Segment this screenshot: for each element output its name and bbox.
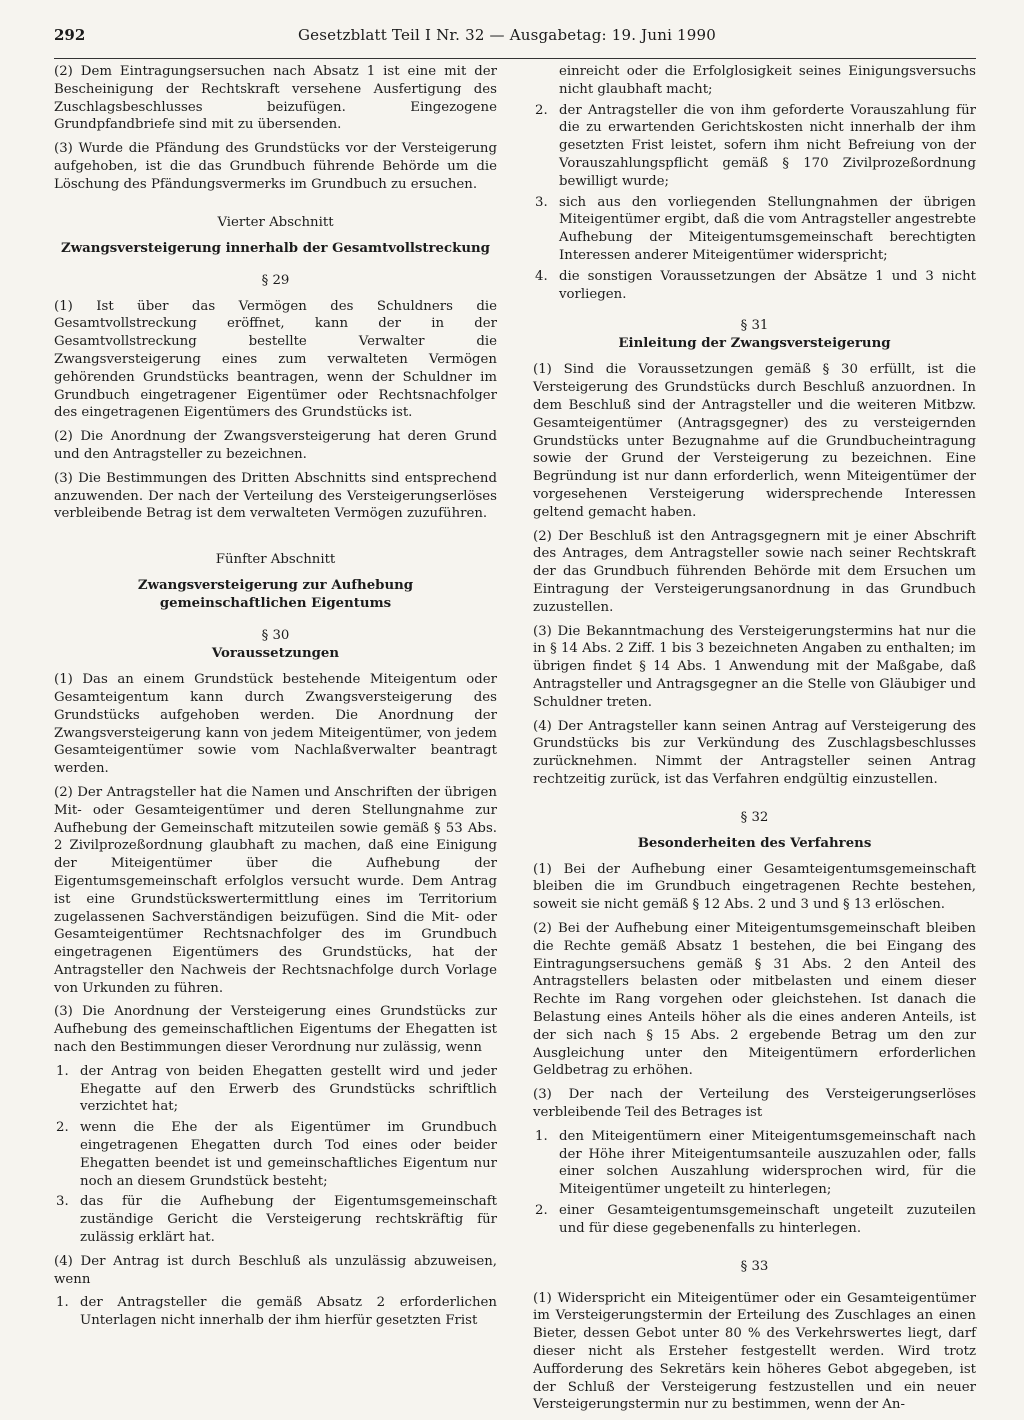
list-item: [533, 194, 976, 265]
paragraph-heading: § 30: [261, 628, 290, 644]
paragraph: (1) Das an einem Grundstück bestehende Miteigentum oder Gesamteigentum kann durch Zwangsversteigerung des Grundstücks aufgehoben werden. Die Anordnung der Zwangsversteigerung kann von jedem Miteigentümer, von jedem Gesamteigentümer sowie vom Nachlaßverwalter beantragt werden.: [54, 672, 497, 777]
list-number: 2.: [535, 1203, 548, 1219]
list-number: 2.: [56, 1120, 69, 1136]
section-title: Zwangsversteigerung zur Aufhebung: [137, 578, 414, 594]
list-text: einer Gesamteigentumsgemeinschaft ungeteilt zuzuteilen und für diese gegebenenfalls zu hinterlegen.: [559, 1203, 976, 1236]
paragraph-title: Voraussetzungen: [211, 646, 340, 662]
left-column: [54, 63, 497, 1420]
paragraph-heading: § 33: [740, 1258, 769, 1274]
paragraph-title: Besonderheiten des Verfahrens: [637, 835, 872, 851]
paragraph: (3) Die Anordnung der Versteigerung eines Grundstücks zur Aufhebung des gemeinschaftlichen Eigentums der Ehegatten ist nach den Bestimmungen dieser Verordnung nur zulässig, wenn: [54, 1004, 497, 1056]
paragraph: (2) Dem Eintragungsersuchen nach Absatz 1 ist eine mit der Bescheinigung der Rechtskraft versehene Ausfertigung des Zuschlagsbeschlusses beizufügen. Eingezogene Grundpfandbriefe sind mit zu übersenden.: [54, 64, 497, 133]
paragraph: (2) Der Beschluß ist den Antragsgegnern mit je einer Abschrift des Antrages, dem Antragsteller sowie nach seiner Rechtskraft der das Grundbuch führenden Behörde mit dem Ersuchen um Eintragung der Versteigerungsanordnung in das Grundbuch zuzustellen.: [533, 528, 976, 615]
section-title: gemeinschaftlichen Eigentums: [159, 596, 392, 612]
list-item: [54, 1294, 497, 1330]
paragraph: (1) Bei der Aufhebung einer Gesamteigentumsgemeinschaft bleiben die im Grundbuch eingetragenen Rechte bestehen, soweit sie nicht gemäß § 12 Abs. 2 und 3 und § 13 erlöschen.: [533, 861, 976, 913]
paragraph-heading: § 29: [261, 272, 290, 288]
list-number: 4.: [535, 268, 548, 284]
section-label: Vierter Abschnitt: [217, 214, 334, 230]
list-text: die sonstigen Voraussetzungen der Absätze 1 und 3 nicht vorliegen.: [559, 268, 976, 302]
paragraph: (2) Die Anordnung der Zwangsversteigerung hat deren Grund und den Antragsteller zu bezeichnen.: [54, 429, 497, 462]
paragraph: (1) Widerspricht ein Miteigentümer oder ein Gesamteigentümer im Versteigerungstermin der Erteilung des Zuschlages an einen Bieter, dessen Gebot unter 80 % des Verkehrswertes liegt, darf dieser nicht als Ersteher festgestellt werden. Wird trotz Aufforderung des Sekretärs kein höheres Gebot abgegeben, ist der Schluß der Versteigerung festzustellen und ein neuer Versteigerungstermin nur zu bestimmen, wenn der An-: [533, 1290, 976, 1413]
section-title: Zwangsversteigerung innerhalb der Gesamtvollstreckung: [61, 240, 490, 256]
numbered-list: [54, 1063, 497, 1247]
paragraph-title: Einleitung der Zwangsversteigerung: [618, 336, 891, 352]
list-text: den Miteigentümern einer Miteigentumsgemeinschaft nach der Höhe ihrer Miteigentumsanteile auszuzahlen oder, falls einer solchen Auszahlung widersprochen wird, für die Miteigentümer ungeteilt zu hinterlegen;: [559, 1128, 976, 1198]
list-number: 1.: [535, 1128, 548, 1144]
paragraph-heading: § 32: [740, 809, 769, 825]
list-text: der Antragsteller die von ihm geforderte Vorauszahlung für die zu erwartenden Gerichtskosten nicht innerhalb der ihm gesetzten Frist leistet, sofern ihm nicht Befreiung von der Vorauszahlungspflicht gemäß § 170 Zivilprozeßordnung bewilligt wurde;: [559, 102, 976, 189]
list-number: 3.: [56, 1194, 69, 1210]
page-number: 292: [54, 26, 86, 44]
list-item: [54, 1193, 497, 1246]
list-item: [54, 1119, 497, 1190]
paragraph: (1) Ist über das Vermögen des Schuldners die Gesamtvollstreckung eröffnet, kann der in der Gesamtvollstreckung bestellte Verwalter die Zwangsversteigerung eines zum verwalteten Vermögen gehörenden Grundstücks beantragen, wenn der Schuldner im Grundbuch eingetragener Eigentümer oder Rechtsnachfolger des eingetragenen Eigentümers des Grundstücks ist.: [54, 298, 497, 421]
paragraph: (2) Der Antragsteller hat die Namen und Anschriften der übrigen Mit- oder Gesamteigentümer und deren Stellungnahme zur Aufhebung der Gemeinschaft mitzuteilen sowie gemäß § 53 Abs. 2 Zivilprozeßordnung glaubhaft zu machen, daß eine Einigung der Miteigentümer über die Aufhebung der Eigentumsgemeinschaft erfolglos versucht wurde. Dem Antrag ist eine Grundstückswertermittlung eines im Territorium zugelassenen Sachverständigen beizufügen. Sind die Mit- oder Gesamteigentümer Rechtsnachfolger des im Grundbuch eingetragenen Eigentümers des Grundstücks, hat der Antragsteller den Nachweis der Rechtsnachfolge durch Vorlage von Urkunden zu führen.: [54, 784, 497, 996]
list-item: [533, 1128, 976, 1199]
section-label: Fünfter Abschnitt: [215, 552, 336, 568]
list-item-continued: [533, 63, 976, 99]
list-item: [533, 102, 976, 191]
list-number: 3.: [535, 194, 548, 210]
paragraph: (3) Die Bestimmungen des Dritten Abschnitts sind entsprechend anzuwenden. Der nach der Verteilung des Versteigerungserlöses verbleibende Betrag ist dem verwalteten Vermögen zuzuführen.: [54, 470, 497, 522]
paragraph: (3) Der nach der Verteilung des Versteigerungserlöses verbleibende Teil des Betrages ist: [533, 1087, 976, 1121]
paragraph-heading: § 31: [740, 318, 769, 334]
list-text: einreicht oder die Erfolglosigkeit seines Einigungsversuchs nicht glaubhaft macht;: [559, 64, 976, 97]
paragraph: (4) Der Antrag ist durch Beschluß als unzulässig abzuweisen, wenn: [54, 1253, 497, 1287]
page-header: [54, 26, 976, 59]
right-column: [533, 63, 976, 1420]
list-number: 2.: [535, 102, 548, 118]
paragraph: (2) Bei der Aufhebung einer Miteigentumsgemeinschaft bleiben die Rechte gemäß Absatz 1 bestehen, die bei Eingang des Eintragungsersuchens gemäß § 31 Abs. 2 den Anteil des Antragstellers belasten oder mitbelasten und einem dieser Rechte im Rang vorgehen oder gleichstehen. Ist danach die Belastung eines Anteils höher als die eines anderen Anteils, ist der sich nach § 15 Abs. 2 ergebende Betrag um den zur Ausgleichung unter den Miteigentümern erforderlichen Geldbetrag zu erhöhen.: [533, 921, 976, 1079]
list-text: der Antragsteller die gemäß Absatz 2 erforderlichen Unterlagen nicht innerhalb der ihm hierfür gesetzten Frist: [80, 1295, 497, 1329]
list-item: [54, 1063, 497, 1116]
list-text: der Antrag von beiden Ehegatten gestellt wird und jeder Ehegatte auf den Erwerb des Grundstücks schriftlich verzichtet hat;: [80, 1063, 497, 1115]
paragraph: (4) Der Antragsteller kann seinen Antrag auf Versteigerung des Grundstücks bis zur Verkündung des Zuschlagsbeschlusses zurücknehmen. Nimmt der Antragsteller seinen Antrag rechtzeitig zurück, ist das Verfahren endgültig einzustellen.: [533, 718, 976, 787]
numbered-list: [533, 1128, 976, 1238]
list-text: das für die Aufhebung der Eigentumsgemeinschaft zuständige Gericht die Versteigerung rechtskräftig für zulässig erklärt hat.: [80, 1194, 497, 1246]
list-number: 1.: [56, 1063, 69, 1079]
list-item: [533, 1202, 976, 1238]
running-title: Gesetzblatt Teil I Nr. 32 — Ausgabetag: 19. Juni 1990: [298, 26, 717, 44]
list-number: 1.: [56, 1295, 69, 1311]
list-text: wenn die Ehe der als Eigentümer im Grundbuch eingetragenen Ehegatten durch Tod eines oder beider Ehegatten beendet ist und gemeinschaftliches Eigentum nur noch an diesem Grundstück besteht;: [80, 1120, 497, 1189]
list-item: [533, 268, 976, 304]
two-column-body: [54, 63, 976, 1420]
numbered-list: [533, 63, 976, 303]
paragraph: (3) Die Bekanntmachung des Versteigerungstermins hat nur die in § 14 Abs. 2 Ziff. 1 bis 3 bezeichneten Angaben zu enthalten; im übrigen findet § 14 Abs. 1 Anwendung mit der Maßgabe, daß Antragsteller und Antragsgegner an die Stelle von Gläubiger und Schuldner treten.: [533, 623, 976, 710]
paragraph: (1) Sind die Voraussetzungen gemäß § 30 erfüllt, ist die Versteigerung des Grundstücks durch Beschluß anzuordnen. In dem Beschluß sind der Antragsteller und die weiteren Mitbzw. Gesamteigentümer (Antragsgegner) des zu versteigernden Grundstücks unter Bezugnahme auf die Grundbucheintragung sowie der Grund der Versteigerung zu bezeichnen. Eine Begründung ist nur dann erforderlich, wenn Miteigentümer der vorgesehenen Versteigerung widersprechende Interessen geltend gemacht haben.: [533, 362, 976, 520]
numbered-list: [54, 1294, 497, 1330]
paragraph: (3) Wurde die Pfändung des Grundstücks vor der Versteigerung aufgehoben, ist die das Grundbuch führende Behörde um die Löschung des Pfändungsvermerks im Grundbuch zu ersuchen.: [54, 141, 497, 192]
list-text: sich aus den vorliegenden Stellungnahmen der übrigen Miteigentümer ergibt, daß die vom Antragsteller angestrebte Aufhebung der Miteigentumsgemeinschaft berechtigten Interessen anderer Miteigentümer widerspricht;: [559, 194, 976, 263]
